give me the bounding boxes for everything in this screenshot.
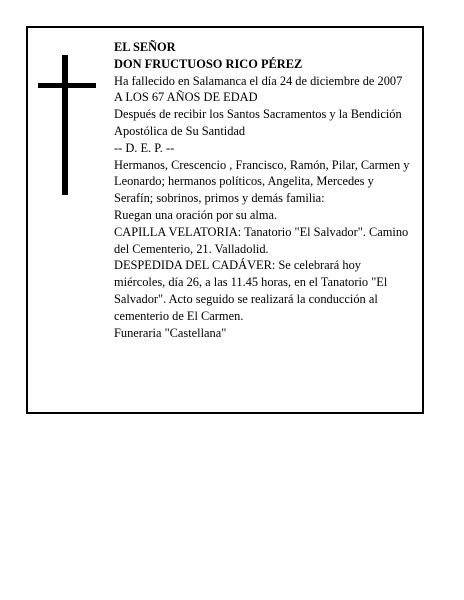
sacraments-statement: Después de recibir los Santos Sacramentos y la Bendición Apostólica de Su Santidad <box>114 107 402 138</box>
funeral-home: Funeraria "Castellana" <box>114 325 227 340</box>
chapel-info <box>114 224 414 258</box>
farewell-text: Se celebrará hoy miércoles, día 26, a las 11.45 horas, en el Tanatorio "El Salvador". Acto seguido se realizará la conducción al cementerio de El Carmen. <box>114 258 388 323</box>
cross-vertical-bar <box>62 55 68 195</box>
title-line-1: EL SEÑOR <box>114 40 176 54</box>
farewell-label: DESPEDIDA DEL CADÁVER: <box>114 258 276 273</box>
obituary-text <box>114 39 414 341</box>
chapel-text: Tanatorio "El Salvador". Camino del Cementerio, 21. Valladolid. <box>114 224 409 256</box>
chapel-label: CAPILLA VELATORIA: <box>114 224 242 239</box>
age-statement: A LOS 67 AÑOS DE EDAD <box>114 90 258 105</box>
death-statement: Ha fallecido en Salamanca el día 24 de diciembre de 2007 <box>114 73 403 88</box>
farewell-info <box>114 257 414 324</box>
cross-horizontal-bar <box>38 83 96 88</box>
rest-in-peace: -- D. E. P. -- <box>114 140 175 155</box>
deceased-name: DON FRUCTUOSO RICO PÉREZ <box>114 56 303 71</box>
family-list: Hermanos, Crescencio , Francisco, Ramón, Pilar, Carmen y Leonardo; hermanos políticos, Angelita, Mercedes y Serafín; sobrinos, primos y demás familia: <box>114 157 410 206</box>
prayer-request: Ruegan una oración por su alma. <box>114 207 278 222</box>
